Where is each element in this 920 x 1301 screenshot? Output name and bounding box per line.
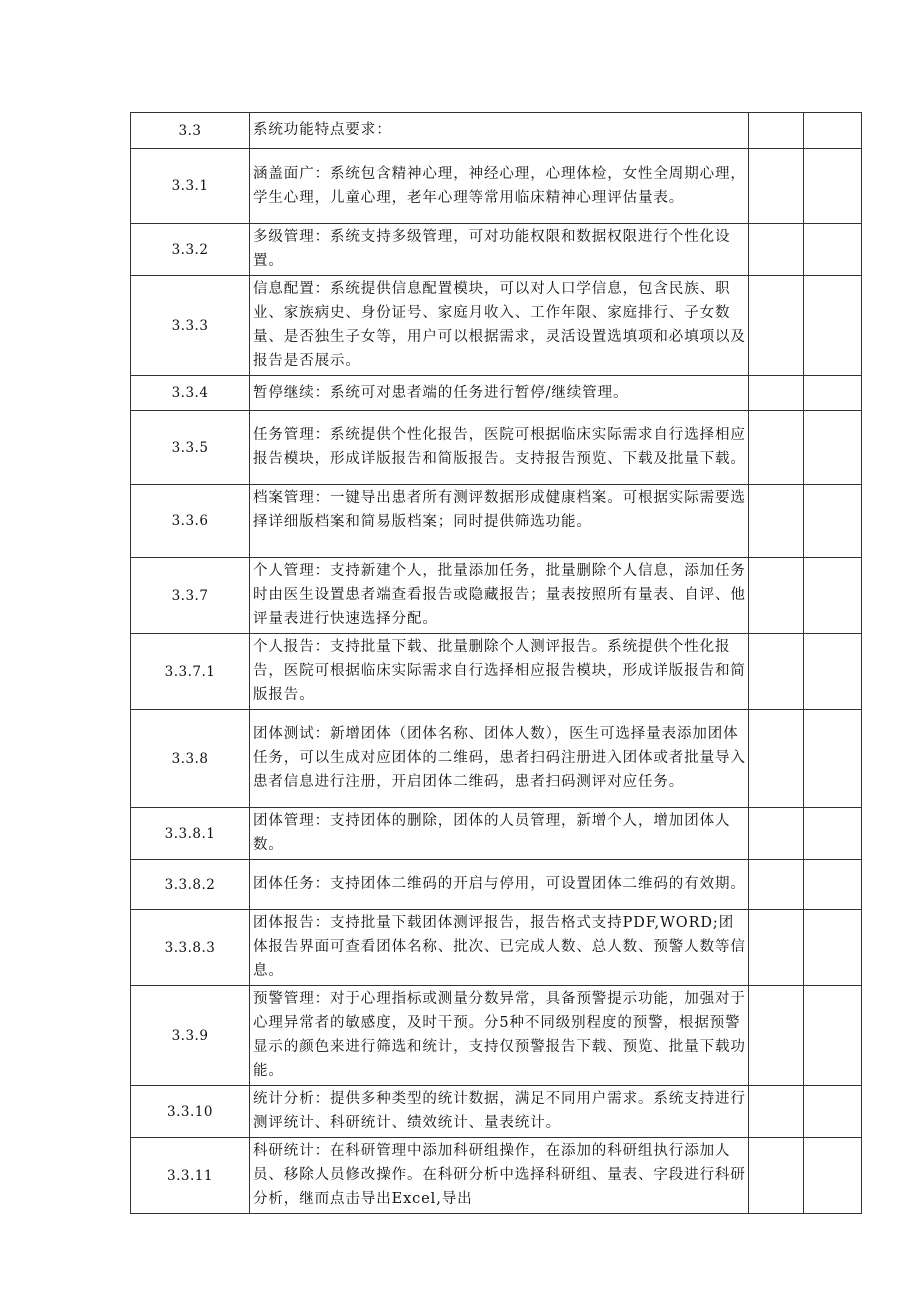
table-row (131, 808, 862, 860)
table-row (131, 986, 862, 1086)
empty-cell (804, 986, 862, 1086)
item-number: 3.3.6 (131, 485, 250, 558)
empty-cell (749, 860, 804, 910)
item-description: 暂停继续：系统可对患者端的任务进行暂停/继续管理。 (250, 376, 749, 411)
empty-cell (749, 224, 804, 276)
table-row (131, 376, 862, 411)
table-row (131, 411, 862, 485)
item-description: 涵盖面广：系统包含精神心理，神经心理，心理体检，女性全周期心理，学生心理，儿童心理，老年心理等常用临床精神心理评估量表。 (250, 149, 749, 224)
item-description: 团体任务：支持团体二维码的开启与停用，可设置团体二维码的有效期。 (250, 860, 749, 910)
item-description: 统计分析：提供多种类型的统计数据，满足不同用户需求。系统支持进行测评统计、科研统计、绩效统计、量表统计。 (250, 1086, 749, 1138)
item-description: 预警管理：对于心理指标或测量分数异常，具备预警提示功能，加强对于心理异常者的敏感度，及时干预。分5种不同级别程度的预警，根据预警显示的颜色来进行筛选和统计，支持仅预警报告下载、预览、批量下载功能。 (250, 986, 749, 1086)
empty-cell (749, 1086, 804, 1138)
empty-cell (804, 113, 862, 149)
empty-cell (749, 986, 804, 1086)
item-number: 3.3.2 (131, 224, 250, 276)
table-row (131, 558, 862, 634)
item-description: 系统功能特点要求： (250, 113, 749, 149)
item-number: 3.3.7.1 (131, 634, 250, 710)
item-description: 多级管理：系统支持多级管理，可对功能权限和数据权限进行个性化设置。 (250, 224, 749, 276)
item-description: 信息配置：系统提供信息配置模块，可以对人口学信息，包含民族、职业、家族病史、身份证号、家庭月收入、工作年限、家庭排行、子女数量、是否独生子女等，用户可以根据需求，灵活设置选填项和必填项以及报告是否展示。 (250, 276, 749, 376)
empty-cell (749, 113, 804, 149)
empty-cell (804, 276, 862, 376)
item-description: 科研统计：在科研管理中添加科研组操作，在添加的科研组执行添加人员、移除人员修改操作。在科研分析中选择科研组、量表、字段进行科研分析，继而点击导出Excel,导出 (250, 1138, 749, 1214)
item-number: 3.3 (131, 113, 250, 149)
empty-cell (804, 910, 862, 986)
empty-cell (749, 634, 804, 710)
empty-cell (804, 149, 862, 224)
item-number: 3.3.9 (131, 986, 250, 1086)
empty-cell (804, 1138, 862, 1214)
requirements-table (130, 112, 862, 1214)
table-row (131, 485, 862, 558)
item-number: 3.3.8.2 (131, 860, 250, 910)
empty-cell (804, 485, 862, 558)
item-number: 3.3.11 (131, 1138, 250, 1214)
empty-cell (749, 149, 804, 224)
empty-cell (804, 1086, 862, 1138)
empty-cell (749, 1138, 804, 1214)
table-row (131, 149, 862, 224)
item-number: 3.3.1 (131, 149, 250, 224)
table-row (131, 224, 862, 276)
empty-cell (804, 634, 862, 710)
empty-cell (749, 411, 804, 485)
item-description: 个人管理：支持新建个人，批量添加任务，批量删除个人信息，添加任务时由医生设置患者端查看报告或隐藏报告；量表按照所有量表、自评、他评量表进行快速选择分配。 (250, 558, 749, 634)
item-description: 档案管理：一键导出患者所有测评数据形成健康档案。可根据实际需要选择详细版档案和简易版档案；同时提供筛选功能。 (250, 485, 749, 558)
item-number: 3.3.3 (131, 276, 250, 376)
item-number: 3.3.8.3 (131, 910, 250, 986)
item-number: 3.3.7 (131, 558, 250, 634)
empty-cell (749, 558, 804, 634)
empty-cell (804, 808, 862, 860)
empty-cell (804, 710, 862, 808)
item-description: 团体管理：支持团体的删除，团体的人员管理，新增个人，增加团体人数。 (250, 808, 749, 860)
table-row (131, 276, 862, 376)
item-number: 3.3.8 (131, 710, 250, 808)
table-row (131, 910, 862, 986)
table-row (131, 710, 862, 808)
empty-cell (749, 485, 804, 558)
item-number: 3.3.8.1 (131, 808, 250, 860)
empty-cell (749, 808, 804, 860)
item-description: 个人报告：支持批量下载、批量删除个人测评报告。系统提供个性化报告，医院可根据临床实际需求自行选择相应报告模块，形成详版报告和简版报告。 (250, 634, 749, 710)
table-row (131, 113, 862, 149)
item-number: 3.3.4 (131, 376, 250, 411)
item-description: 团体报告：支持批量下载团体测评报告，报告格式支持PDF,WORD;团体报告界面可查看团体名称、批次、已完成人数、总人数、预警人数等信息。 (250, 910, 749, 986)
empty-cell (804, 376, 862, 411)
empty-cell (749, 276, 804, 376)
item-number: 3.3.10 (131, 1086, 250, 1138)
empty-cell (804, 411, 862, 485)
empty-cell (749, 910, 804, 986)
item-description: 团体测试：新增团体（团体名称、团体人数），医生可选择量表添加团体任务，可以生成对应团体的二维码，患者扫码注册进入团体或者批量导入患者信息进行注册，开启团体二维码，患者扫码测评对应任务。 (250, 710, 749, 808)
table-row (131, 1086, 862, 1138)
empty-cell (749, 710, 804, 808)
empty-cell (804, 224, 862, 276)
table-row (131, 634, 862, 710)
empty-cell (804, 558, 862, 634)
empty-cell (749, 376, 804, 411)
table-row (131, 1138, 862, 1214)
item-description: 任务管理：系统提供个性化报告，医院可根据临床实际需求自行选择相应报告模块，形成详版报告和简版报告。支持报告预览、下载及批量下载。 (250, 411, 749, 485)
item-number: 3.3.5 (131, 411, 250, 485)
table-row (131, 860, 862, 910)
empty-cell (804, 860, 862, 910)
